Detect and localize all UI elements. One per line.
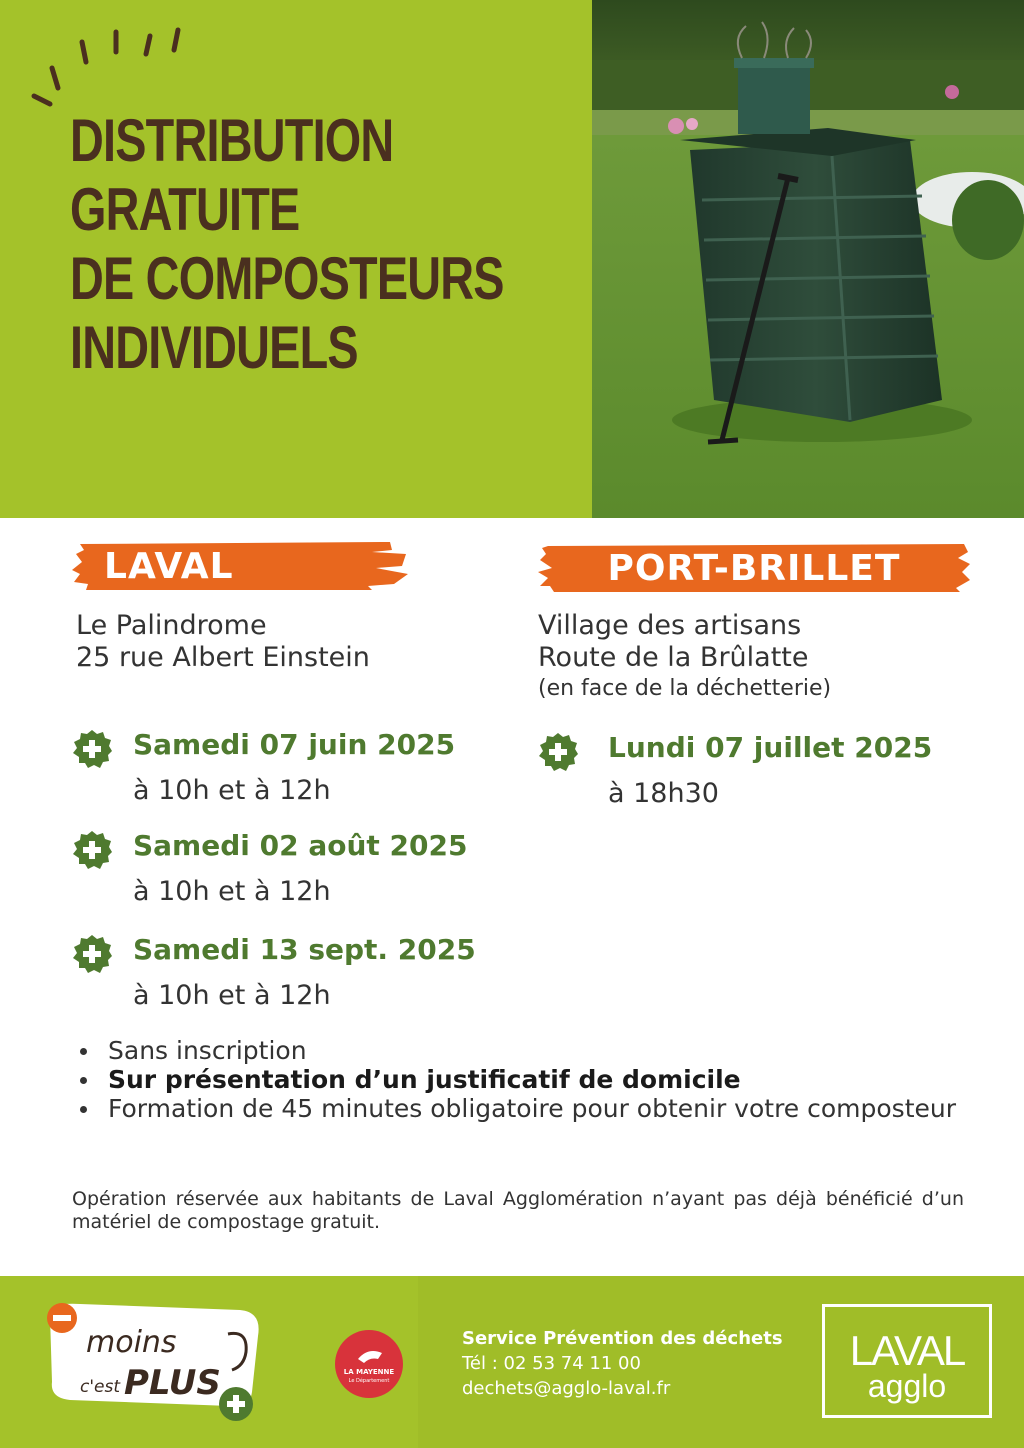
plus-badge-icon (72, 729, 112, 769)
plus-text: PLUS (124, 1363, 221, 1403)
sparkle-icon (28, 24, 198, 114)
logo-laval-text: LAVAL (849, 1327, 965, 1374)
laval-agglo-logo (822, 1304, 992, 1418)
logo-agglo-text: agglo (867, 1368, 947, 1404)
address-line: 25 rue Albert Einstein (76, 642, 370, 673)
plus-badge-icon (72, 830, 112, 870)
composter-photo (592, 0, 1024, 518)
event-time: à 10h et à 12h (133, 876, 331, 907)
title-line: INDIVIDUELS (70, 314, 358, 381)
event-time: à 10h et à 12h (133, 775, 331, 806)
conditions-list (70, 1036, 988, 1123)
address-laval (76, 610, 370, 674)
banner-label: PORT-BRILLET (607, 547, 901, 589)
plus-badge-icon (538, 732, 578, 772)
address-line: Le Palindrome (76, 610, 267, 641)
address-line: Village des artisans (538, 610, 802, 641)
contact-block (462, 1326, 783, 1401)
moins-cest-plus-logo (40, 1296, 270, 1424)
plus-badge-icon (72, 934, 112, 974)
address-line: Route de la Brûlatte (538, 642, 809, 673)
dept-subtext: Le Département (348, 1378, 390, 1384)
la-mayenne-logo (334, 1329, 404, 1399)
phone-number[interactable]: Tél : 02 53 74 11 00 (462, 1353, 641, 1374)
event-date: Lundi 07 juillet 2025 (608, 731, 933, 764)
event-date: Samedi 13 sept. 2025 (133, 933, 476, 966)
page-title (70, 106, 504, 382)
list-item: Formation de 45 minutes obligatoire pour obtenir votre composteur (108, 1094, 988, 1123)
title-line: DISTRIBUTION (70, 107, 394, 174)
event-date: Samedi 02 août 2025 (133, 829, 468, 862)
title-line: GRATUITE (70, 176, 300, 243)
banner-label: LAVAL (104, 545, 234, 587)
dept-text: LA MAYENNE (343, 1368, 395, 1376)
laval-agglo-mark (825, 1307, 989, 1415)
address-note: (en face de la déchetterie) (538, 676, 832, 701)
service-name: Service Prévention des déchets (462, 1328, 783, 1349)
banner-laval (72, 540, 408, 592)
cest-text: c'est (80, 1377, 121, 1397)
moins-text: moins (86, 1325, 177, 1360)
banner-port-brillet (538, 542, 970, 594)
disclaimer-text: Opération réservée aux habitants de Laval Agglomération n’ayant pas déjà bénéficié d’un matériel de compostage gratuit. (72, 1188, 964, 1233)
address-port-brillet (538, 610, 831, 704)
event-date: Samedi 07 juin 2025 (133, 728, 456, 761)
event-time: à 10h et à 12h (133, 980, 331, 1011)
list-item: Sans inscription (108, 1036, 988, 1065)
title-line: DE COMPOSTEURS (70, 245, 504, 312)
email-link[interactable]: dechets@agglo-laval.fr (462, 1378, 671, 1399)
list-item: Sur présentation d’un justificatif de domicile (108, 1065, 988, 1094)
event-time: à 18h30 (608, 778, 719, 809)
